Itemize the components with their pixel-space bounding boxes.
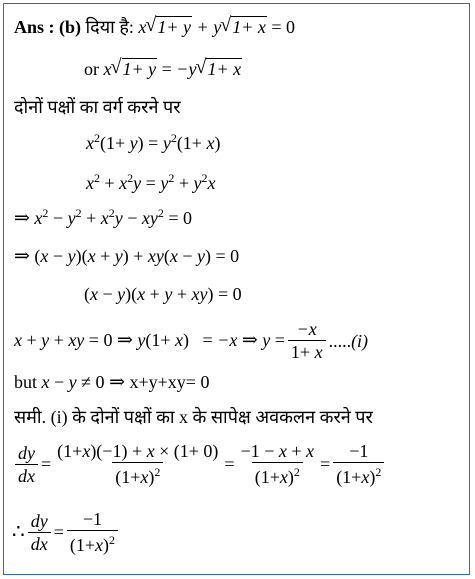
- differentiation-step-text: समी. (i) के दोनों पक्षों का x के सापेक्ष अवकलन करने पर: [14, 407, 373, 427]
- squaring-step-text: दोनों पक्षों का वर्ग करने पर: [14, 97, 181, 117]
- final-dy-dx-fraction: $\frac{dy}{dx}$: [28, 510, 51, 555]
- but-line: but x − y ≠ 0 ⇒ x+y+xy= 0: [14, 372, 210, 393]
- equation-dots: .....: [328, 330, 352, 351]
- answer-line: [14, 16, 295, 38]
- simplified-fraction: $\frac{-1 - x + x}{(1+x)^2}$: [240, 441, 315, 487]
- factored-equation: (x − y)(x + y + xy) = 0: [84, 284, 242, 304]
- but-word: but: [14, 372, 38, 392]
- final-result-fraction: $\frac{-1}{(1+x)^2}$: [67, 508, 118, 556]
- implication-equation-1: ⇒ $x^2 - y^2 + x^2y - xy^2 = 0$: [14, 206, 193, 229]
- or-word: or: [84, 59, 99, 79]
- implication-equation-2: ⇒ (x − y)(x + y) + xy(x − y) = 0: [14, 246, 240, 267]
- given-label: दिया है:: [85, 17, 134, 37]
- rearranged-equation: x√ 1+ y = −y√ 1+ x: [104, 59, 243, 79]
- squared-equation: $x^2(1+ y) = y^2(1+ x)$: [86, 131, 221, 153]
- final-answer-equation: ∴ $\frac{dy}{dx}$ = $\frac{-1}{(1+x)^2}$: [12, 508, 121, 556]
- result-fraction: $\frac{-1}{(1+x)^2}$: [333, 440, 384, 488]
- given-equation: x√ 1+ y + y√ 1+ x = 0: [138, 17, 295, 37]
- derivative-equation: $\frac{dy}{dx}$ = $\frac{(1+x)(-1) + x \times (1+ 0)}{(1+x)^2}$ = $\frac{-1 - x + x}{(1+x)^2}$ = $\frac{-1}{(1+x)^2}$: [12, 440, 387, 488]
- rearranged-equation-line: [84, 58, 242, 80]
- expanded-equation: $x^2 + x^2y = y^2 + y^2x$: [86, 171, 216, 193]
- dy-dx-fraction: $\frac{dy}{dx}$: [15, 442, 38, 487]
- y-fraction: $\frac{-x}{1+ x}$: [288, 318, 326, 363]
- equation-label-i: (i): [351, 330, 369, 351]
- answer-option: (b): [59, 17, 82, 37]
- answer-prefix: Ans :: [14, 17, 55, 37]
- quotient-rule-fraction: $\frac{(1+x)(-1) + x \times (1+ 0)}{(1+x)^2}$: [57, 441, 219, 487]
- but-conclusion: x+y+xy= 0: [129, 372, 210, 392]
- solve-for-y-equation: x + y + xy = 0 ⇒ y(1+ x) = −x ⇒ y = $\frac{-x}{1+ x}$ ..... (i): [14, 319, 369, 362]
